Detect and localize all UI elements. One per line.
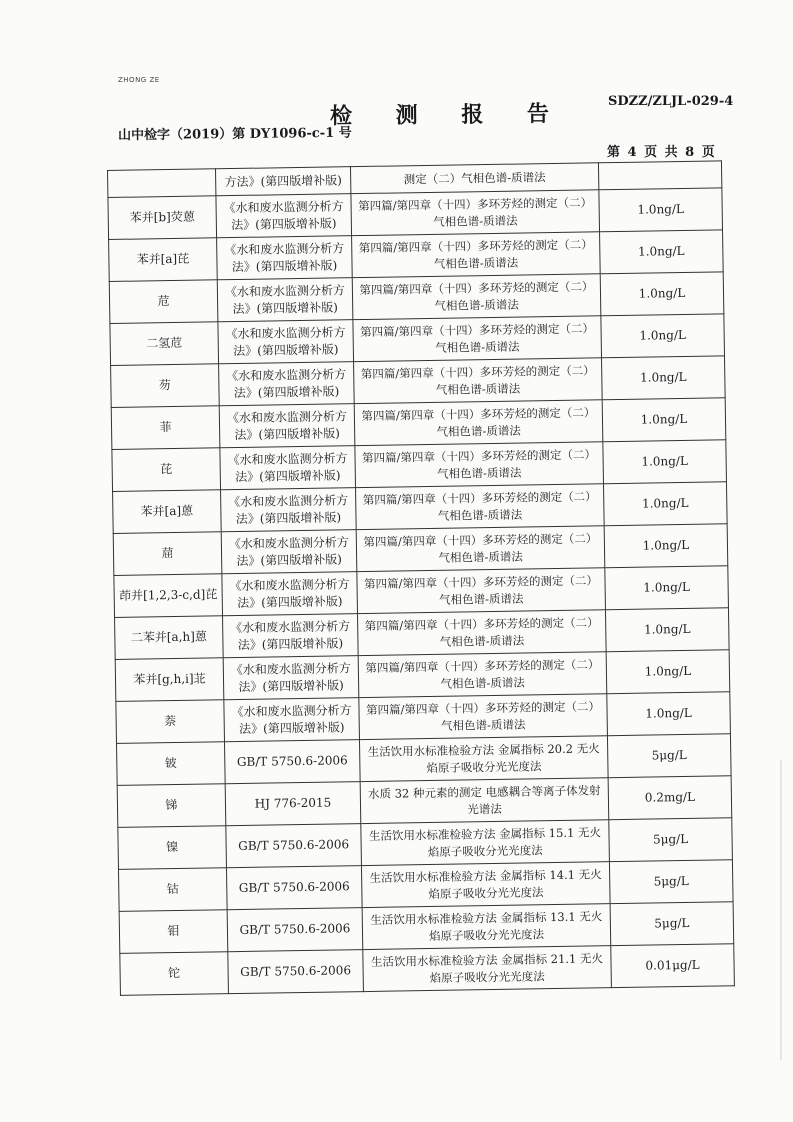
cell-test-item: 苊 [109,280,218,324]
cell-detection-limit: 1.0ng/L [600,272,724,316]
cell-standard: 《水和废水监测分析方法》(第四版增补版) [216,194,352,238]
cell-standard: 《水和废水监测分析方法》(第四版增补版) [220,446,356,490]
cell-detection-limit: 1.0ng/L [605,566,729,610]
cell-method: 测定（二）气相色谱-质谱法 [350,163,598,194]
cell-test-item: 苯并[a]蒽 [113,490,222,534]
page-indicator: 第 4 页 共 8 页 [607,145,715,160]
cell-test-item: 铍 [117,742,226,786]
cell-test-item: 萘 [116,700,225,744]
cell-standard: 《水和废水监测分析方法》(第四版增补版) [217,236,353,280]
cell-detection-limit: 1.0ng/L [602,356,726,400]
cell-method: 第四篇/第四章（十四）多环芳烃的测定（二）气相色谱-质谱法 [357,568,606,614]
cell-method: 第四篇/第四章（十四）多环芳烃的测定（二）气相色谱-质谱法 [355,442,604,488]
cell-detection-limit: 1.0ng/L [602,398,726,442]
cell-test-item: 钼 [119,910,228,954]
cell-test-item: 镍 [118,826,227,870]
cell-test-item: 茚并[1,2,3-c,d]芘 [114,574,223,618]
cell-detection-limit: 1.0ng/L [605,608,729,652]
cell-standard: HJ 776-2015 [225,782,361,826]
cell-test-item: 二氢苊 [110,322,219,366]
cell-standard: 《水和废水监测分析方法》(第四版增补版) [221,488,357,532]
cell-test-item: 二苯并[a,h]蒽 [115,616,224,660]
cell-test-item: 钴 [118,868,227,912]
cell-method: 第四篇/第四章（十四）多环芳烃的测定（二）气相色谱-质谱法 [359,694,608,740]
cell-standard: 《水和废水监测分析方法》(第四版增补版) [219,362,355,406]
cell-method: 第四篇/第四章（十四）多环芳烃的测定（二）气相色谱-质谱法 [356,484,605,530]
cell-standard: 《水和废水监测分析方法》(第四版增补版) [218,320,354,364]
cell-standard: GB/T 5750.6-2006 [228,950,364,994]
cell-method: 生活饮用水标准检验方法 金属指标 14.1 无火焰原子吸收分光光度法 [361,862,610,908]
cell-detection-limit: 1.0ng/L [599,188,723,232]
cell-method: 水质 32 种元素的测定 电感耦合等离子体发射光谱法 [360,778,609,824]
cell-method: 第四篇/第四章（十四）多环芳烃的测定（二）气相色谱-质谱法 [351,190,600,236]
cell-method: 第四篇/第四章（十四）多环芳烃的测定（二）气相色谱-质谱法 [356,526,605,572]
cell-method: 生活饮用水标准检验方法 金属指标 20.2 无火焰原子吸收分光光度法 [359,736,608,782]
cell-method: 第四篇/第四章（十四）多环芳烃的测定（二）气相色谱-质谱法 [352,274,601,320]
cell-standard: GB/T 5750.6-2006 [224,740,360,784]
cell-detection-limit: 5μg/L [609,818,733,862]
cell-test-item: 菲 [111,406,220,450]
cell-detection-limit: 1.0ng/L [603,440,727,484]
company-logo: ZHONG ZE [118,76,160,84]
cell-detection-limit [598,161,721,190]
cell-standard: 《水和废水监测分析方法》(第四版增补版) [223,656,359,700]
results-table-wrapper [107,160,734,1015]
cell-method: 第四篇/第四章（十四）多环芳烃的测定（二）气相色谱-质谱法 [358,652,607,698]
document-code: SDZZ/ZLJL-029-4 [608,94,734,109]
cell-method: 生活饮用水标准检验方法 金属指标 15.1 无火焰原子吸收分光光度法 [361,820,610,866]
cell-method: 生活饮用水标准检验方法 金属指标 13.1 无火焰原子吸收分光光度法 [362,904,611,950]
cell-detection-limit: 1.0ng/L [600,230,724,274]
cell-detection-limit: 5μg/L [609,860,733,904]
cell-detection-limit: 1.0ng/L [603,482,727,526]
cell-standard: 《水和废水监测分析方法》(第四版增补版) [222,572,358,616]
table-body [108,161,735,996]
cell-test-item [108,169,216,198]
cell-test-item: 䓛 [113,532,222,576]
cell-standard: 《水和废水监测分析方法》(第四版增补版) [223,614,359,658]
cell-method: 第四篇/第四章（十四）多环芳烃的测定（二）气相色谱-质谱法 [354,358,603,404]
cell-standard: 《水和废水监测分析方法》(第四版增补版) [217,278,353,322]
cell-detection-limit: 0.2mg/L [608,776,732,820]
cell-test-item: 锑 [117,784,226,828]
cell-method: 生活饮用水标准检验方法 金属指标 21.1 无火焰原子吸收分光光度法 [363,946,612,992]
cell-detection-limit: 1.0ng/L [601,314,725,358]
cell-test-item: 苯并[a]芘 [109,238,218,282]
cell-standard: 《水和废水监测分析方法》(第四版增补版) [224,698,360,742]
cell-detection-limit: 5μg/L [607,734,731,778]
cell-method: 第四篇/第四章（十四）多环芳烃的测定（二）气相色谱-质谱法 [352,232,601,278]
cell-test-item: 苯并[g,h,i]苝 [115,658,224,702]
cell-test-item: 苯并[b]荧蒽 [108,196,217,240]
cell-standard: GB/T 5750.6-2006 [226,824,362,868]
test-methods-table [107,160,735,996]
cell-detection-limit: 1.0ng/L [606,650,730,694]
cell-detection-limit: 5μg/L [610,902,734,946]
scan-edge-shadow [780,760,782,1060]
cell-method: 第四篇/第四章（十四）多环芳烃的测定（二）气相色谱-质谱法 [357,610,606,656]
cell-standard: 《水和废水监测分析方法》(第四版增补版) [219,404,355,448]
cell-detection-limit: 1.0ng/L [607,692,731,736]
cell-detection-limit: 1.0ng/L [604,524,728,568]
cell-test-item: 芘 [112,448,221,492]
cell-method: 第四篇/第四章（十四）多环芳烃的测定（二）气相色谱-质谱法 [353,316,602,362]
report-title: 检 测 报 告 [329,100,568,130]
cell-test-item: 铊 [120,952,229,996]
cell-standard: GB/T 5750.6-2006 [226,866,362,910]
cell-method: 第四篇/第四章（十四）多环芳烃的测定（二）气相色谱-质谱法 [354,400,603,446]
cell-standard: 方法》(第四版增补版) [215,167,350,196]
cell-test-item: 芴 [111,364,220,408]
table-row [120,944,735,996]
cell-standard: 《水和废水监测分析方法》(第四版增补版) [221,530,357,574]
report-number: 山中检字（2019）第 DY1096-c-1 号 [117,125,352,144]
cell-standard: GB/T 5750.6-2006 [227,908,363,952]
cell-detection-limit: 0.01μg/L [611,944,735,988]
